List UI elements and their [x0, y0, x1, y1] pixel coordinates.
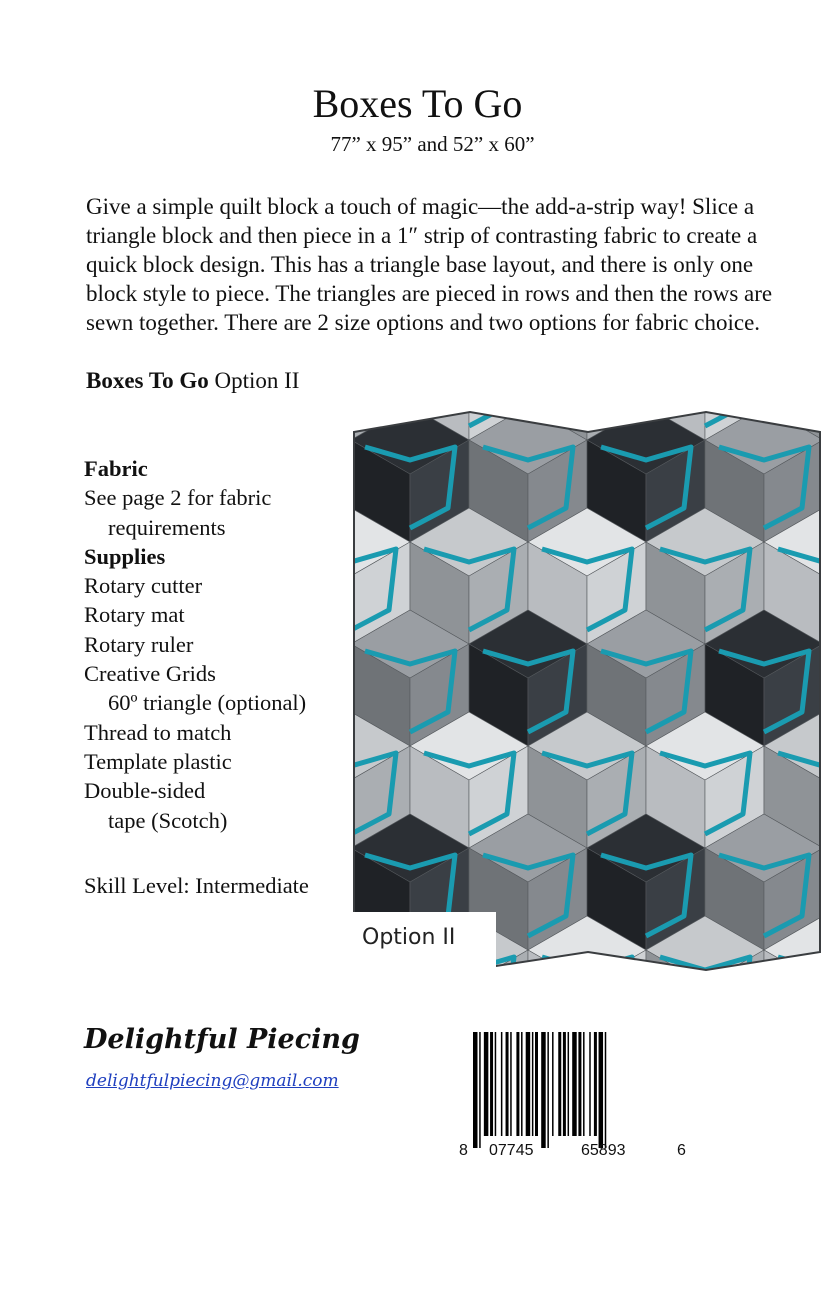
cube-face	[823, 610, 826, 678]
teal-strip	[348, 404, 396, 426]
barcode-bar	[578, 1032, 581, 1136]
barcode-bar	[535, 1032, 538, 1136]
barcode-bar	[484, 1032, 489, 1136]
barcode-bar	[541, 1032, 546, 1148]
barcode-bar	[495, 1032, 497, 1136]
barcode	[459, 1030, 689, 1165]
barcode-digit-left: 8	[459, 1142, 468, 1159]
fabric-line-2: requirements	[108, 514, 226, 540]
cube-face	[348, 814, 351, 882]
pattern-sizes: 77” x 95” and 52” x 60”	[330, 132, 535, 156]
barcode-bar	[605, 1032, 607, 1148]
supply-item: Double-sided	[84, 778, 206, 804]
barcode-bar	[552, 1032, 554, 1136]
teal-strip	[778, 957, 826, 982]
fabric-heading: Fabric	[84, 456, 148, 481]
barcode-bar	[501, 1032, 503, 1136]
cube-face	[348, 440, 351, 542]
barcode-bar	[568, 1032, 570, 1136]
barcode-bar	[516, 1032, 519, 1136]
skill-level: Skill Level: Intermediate	[84, 873, 309, 898]
cube-face	[348, 746, 351, 848]
cube-grid	[348, 404, 826, 982]
quilt-image	[348, 404, 826, 982]
barcode-bar	[563, 1032, 566, 1136]
barcode-bar	[572, 1032, 577, 1136]
supply-item: Rotary mat	[84, 602, 185, 628]
cube-face	[348, 404, 351, 440]
barcode-bar	[479, 1032, 481, 1148]
teal-strip	[542, 957, 632, 982]
pattern-title: Boxes To Go	[312, 81, 523, 126]
cube-face	[823, 746, 826, 848]
cube-face	[823, 950, 826, 982]
cube-face	[348, 644, 351, 746]
option-line	[86, 366, 299, 395]
option-title: Boxes To Go	[86, 368, 209, 393]
barcode-bar	[594, 1032, 597, 1136]
supply-item: Template plastic	[84, 748, 232, 774]
barcode-group-1: 07745	[489, 1142, 534, 1159]
supply-item: tape (Scotch)	[108, 807, 228, 833]
cube-face	[823, 404, 826, 440]
cube-face	[348, 610, 351, 678]
fabric-line-1: See page 2 for fabric	[84, 485, 272, 511]
barcode-group-2: 65893	[581, 1142, 626, 1159]
barcode-bar	[532, 1032, 534, 1136]
cube-face	[823, 440, 826, 542]
cube-face	[823, 814, 826, 882]
barcode-bar	[510, 1032, 512, 1136]
barcode-bar	[558, 1032, 561, 1136]
brand-name: Delightful Piecing	[84, 1024, 360, 1055]
cube-face	[823, 848, 826, 950]
supply-item: Thread to match	[84, 719, 232, 745]
materials-list	[84, 454, 354, 835]
barcode-bar	[521, 1032, 523, 1136]
pattern-description: Give a simple quilt block a touch of magic—the add-a-strip way! Slice a triangle block and then piece in a 1″ strip of contrasting fabric to create a quick block design. This has a triangle base layout, and there is only one block style to piece. The triangles are pieced in rows and then the rows are sewn together. There are 2 size options and two options for fabric choice.	[86, 194, 773, 335]
option-suffix: Option II	[208, 368, 300, 393]
teal-strip	[542, 404, 632, 426]
barcode-bar	[526, 1032, 531, 1136]
cube-face	[823, 542, 826, 644]
barcode-bar	[490, 1032, 493, 1136]
supply-item: Rotary cutter	[84, 573, 203, 599]
supply-item: Creative Grids	[84, 661, 216, 687]
cube-face	[348, 542, 351, 644]
barcode-bar	[506, 1032, 509, 1136]
barcode-digit-right: 6	[677, 1142, 686, 1159]
teal-strip	[778, 404, 826, 426]
cube-face	[823, 406, 826, 474]
image-caption: Option II	[362, 925, 456, 950]
cube-face	[823, 644, 826, 746]
barcode-bar	[547, 1032, 549, 1148]
barcode-bar	[583, 1032, 585, 1136]
cube-face	[348, 406, 351, 474]
supply-item: 60º triangle (optional)	[108, 690, 307, 716]
supplies-heading: Supplies	[84, 543, 166, 569]
barcode-bar	[589, 1032, 591, 1136]
barcode-bar	[599, 1032, 604, 1148]
email-link[interactable]: delightfulpiecing@gmail.com	[86, 1071, 339, 1091]
barcode-bar	[473, 1032, 478, 1148]
supply-item: Rotary ruler	[84, 631, 194, 657]
